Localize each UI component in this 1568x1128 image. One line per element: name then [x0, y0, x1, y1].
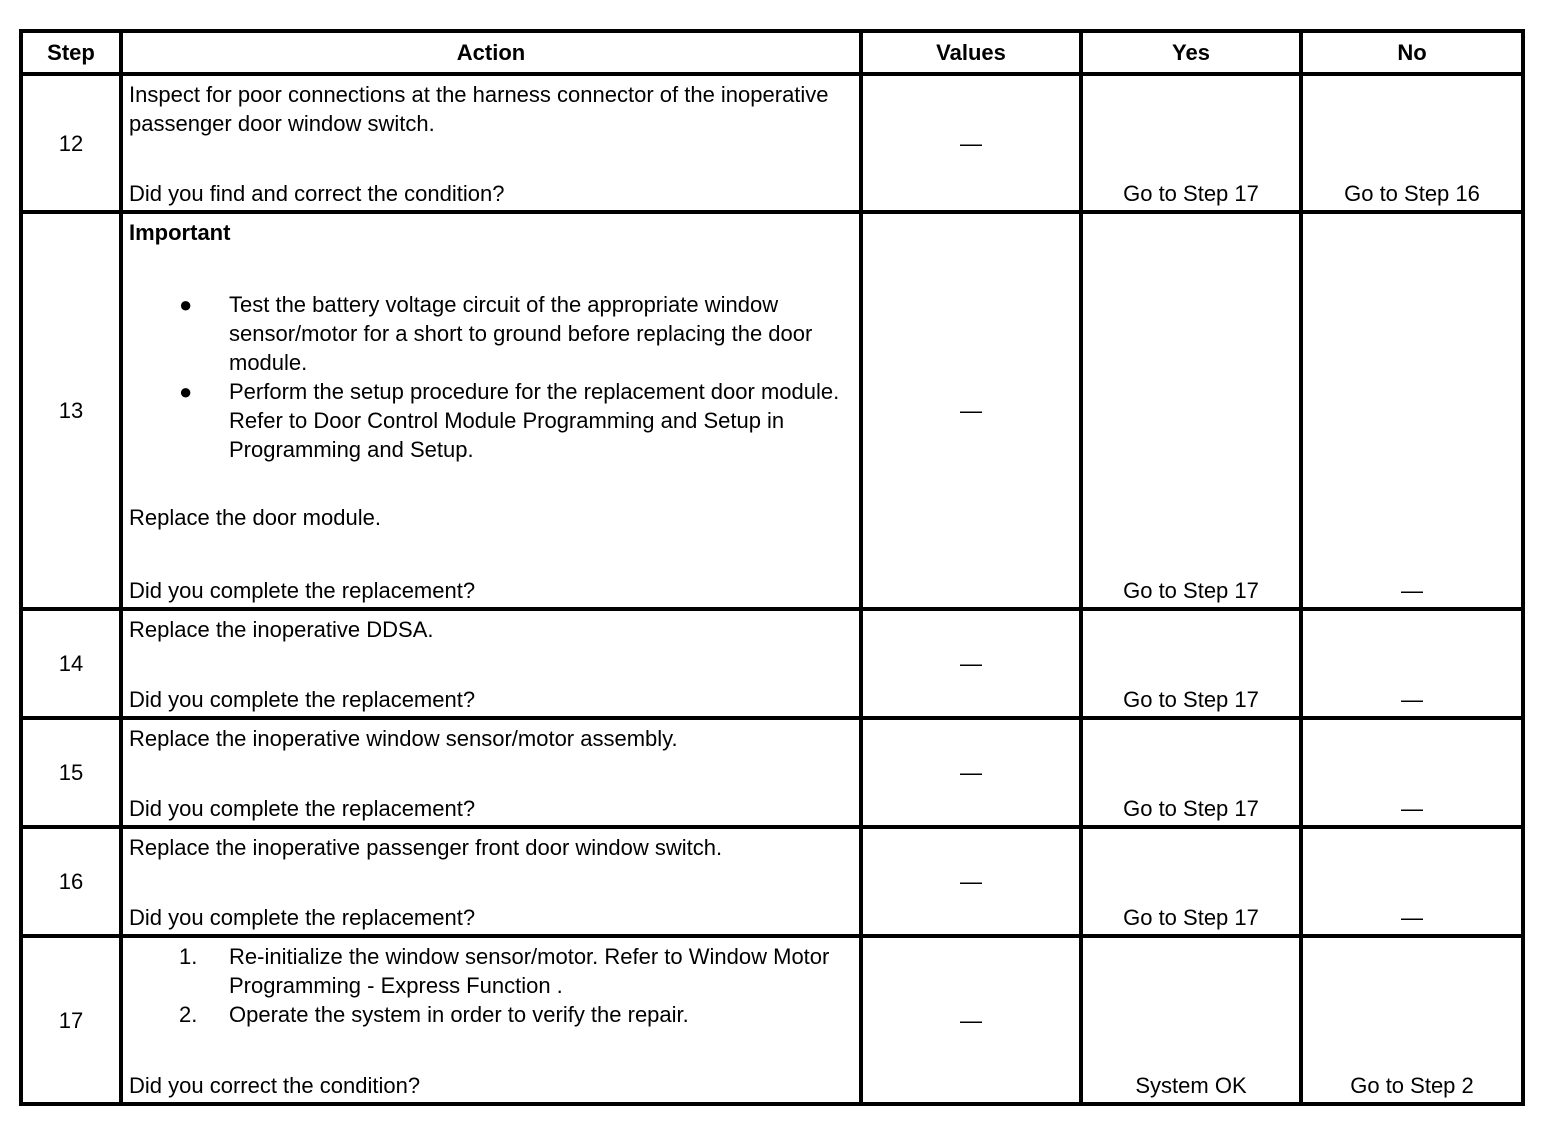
no-cell: Go to Step 2: [1301, 936, 1523, 1104]
header-row: [21, 31, 1523, 74]
bullet-icon: ●: [179, 379, 193, 404]
important-bullet-list: [129, 290, 855, 464]
values-cell: —: [861, 74, 1081, 212]
action-text: Replace the inoperative window sensor/motor assembly.: [129, 726, 678, 751]
list-item: ● Perform the setup procedure for the replacement door module. Refer to Door Control Module Programming and Setup in Programming and Setup.: [179, 379, 840, 462]
action-cell: [121, 936, 861, 1104]
values-cell: —: [861, 609, 1081, 718]
values-cell: —: [861, 936, 1081, 1104]
action-cell: [121, 74, 861, 212]
yes-cell: Go to Step 17: [1081, 212, 1301, 609]
yes-cell: System OK: [1081, 936, 1301, 1104]
table-row: [21, 609, 1523, 718]
numbered-list: [129, 942, 855, 1029]
action-question: Did you complete the replacement?: [129, 687, 476, 712]
no-cell: —: [1301, 609, 1523, 718]
action-question: Did you find and correct the condition?: [129, 181, 505, 206]
table-row: [21, 718, 1523, 827]
table-row: [21, 936, 1523, 1104]
action-question: Did you complete the replacement?: [129, 578, 476, 603]
table-row: [21, 212, 1523, 609]
values-cell: —: [861, 212, 1081, 609]
yes-cell: Go to Step 17: [1081, 609, 1301, 718]
header-no: No: [1301, 31, 1523, 74]
action-text: Replace the inoperative passenger front door window switch.: [129, 835, 723, 860]
no-cell: —: [1301, 212, 1523, 609]
header-yes: Yes: [1081, 31, 1301, 74]
action-question: Did you correct the condition?: [129, 1073, 421, 1098]
action-cell: [121, 212, 861, 609]
action-cell: [121, 827, 861, 936]
diagnostic-table: [19, 29, 1525, 1106]
step-number: 14: [21, 609, 121, 718]
action-text: Replace the door module.: [129, 505, 381, 530]
step-number: 13: [21, 212, 121, 609]
yes-cell: Go to Step 17: [1081, 74, 1301, 212]
action-question: Did you complete the replacement?: [129, 905, 476, 930]
list-item: 2. Operate the system in order to verify the repair.: [179, 1002, 689, 1027]
step-number: 16: [21, 827, 121, 936]
yes-cell: Go to Step 17: [1081, 827, 1301, 936]
list-item: ● Test the battery voltage circuit of the appropriate window sensor/motor for a short to ground before replacing the door module.: [179, 292, 813, 375]
no-cell: —: [1301, 718, 1523, 827]
values-cell: —: [861, 718, 1081, 827]
action-question: Did you complete the replacement?: [129, 796, 476, 821]
action-text: Replace the inoperative DDSA.: [129, 617, 434, 642]
list-item: 1. Re-initialize the window sensor/motor. Refer to Window Motor Programming - Express Function .: [179, 944, 830, 998]
header-values: Values: [861, 31, 1081, 74]
action-text: Inspect for poor connections at the harness connector of the inoperative passenger door window switch.: [129, 82, 829, 136]
table-row: [21, 827, 1523, 936]
step-number: 12: [21, 74, 121, 212]
yes-cell: Go to Step 17: [1081, 718, 1301, 827]
no-cell: Go to Step 16: [1301, 74, 1523, 212]
step-number: 15: [21, 718, 121, 827]
important-label: Important: [129, 220, 231, 245]
no-cell: —: [1301, 827, 1523, 936]
header-action: Action: [121, 31, 861, 74]
action-cell: [121, 609, 861, 718]
bullet-icon: ●: [179, 292, 193, 317]
action-cell: [121, 718, 861, 827]
table-row: [21, 74, 1523, 212]
step-number: 17: [21, 936, 121, 1104]
values-cell: —: [861, 827, 1081, 936]
header-step: Step: [21, 31, 121, 74]
